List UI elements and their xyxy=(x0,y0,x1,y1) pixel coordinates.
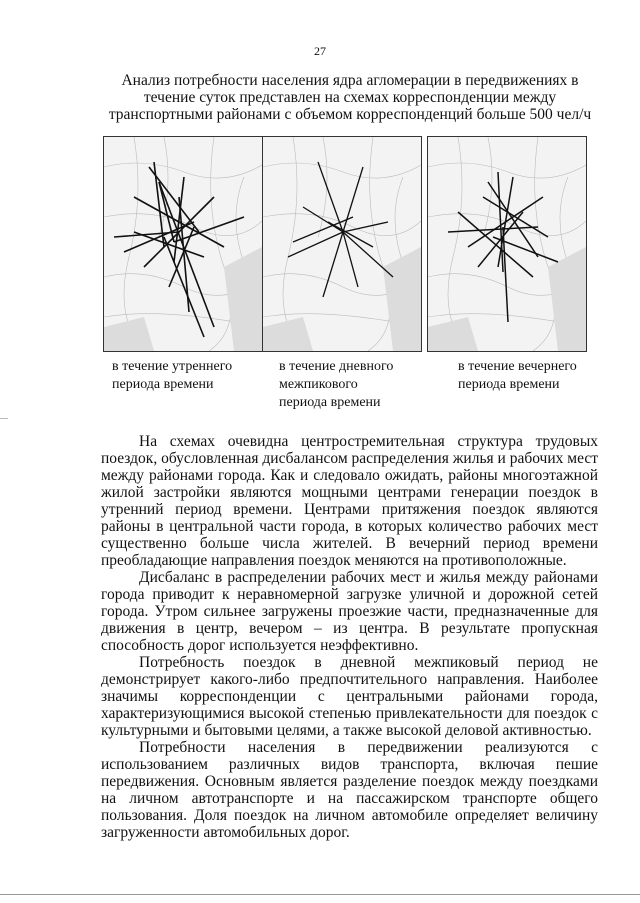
caption-evening xyxy=(458,358,608,394)
paragraph: На схемах очевидна центростремительная структура трудовых поездок, обусловленная дисбалансом распределения жилья и рабочих мест между районами города. Как и следовало ожидать, районы многоэтажной жилой застройки являются мощными центрами генерации поездок в утренний период времени. Центрами притяжения поездок являются районы в центральной части города, в которых количество рабочих мест существенно больше числа жителей. В вечерний период времени преобладающие направления поездок меняются на противоположные. xyxy=(101,433,598,569)
caption-line: в течение вечернего xyxy=(458,359,577,374)
paragraph: Дисбаланс в распределении рабочих мест и жилья между районами города приводит к неравномерной загрузке уличной и дорожной сетей города. Утром сильнее загружены проезжие части, предназначенные для движения в центр, вечером – из центра. В результате пропускная способность дорог используется неэффективно. xyxy=(101,569,598,654)
map-morning xyxy=(103,136,263,352)
page-number: 27 xyxy=(314,44,326,58)
map-evening xyxy=(427,136,587,352)
map-daytime-drawing xyxy=(263,137,421,351)
left-margin-tick xyxy=(0,418,8,419)
intro-heading xyxy=(100,72,600,123)
caption-line: периода времени xyxy=(279,395,381,410)
caption-line: межпикового xyxy=(279,377,358,392)
bottom-rule xyxy=(0,894,640,895)
intro-line: течение суток представлен на схемах корреспонденции между xyxy=(143,89,557,106)
caption-line: периода времени xyxy=(112,377,214,392)
caption-morning xyxy=(112,358,262,394)
map-morning-drawing xyxy=(104,137,262,351)
body-text xyxy=(101,433,598,841)
intro-line: транспортными районами с объемом корреспонденций больше 500 чел/ч xyxy=(108,106,592,123)
map-daytime xyxy=(262,136,422,352)
caption-line: в течение дневного xyxy=(279,359,394,374)
paragraph: Потребность поездок в дневной межпиковый период не демонстрирует какого-либо предпочтительного направления. Наиболее значимы корреспонденции с центральными районами города, характеризующимися высокой степенью привлекательности для поездок с культурными и бытовыми целями, а также высокой деловой активностью. xyxy=(101,654,598,739)
intro-line: Анализ потребности населения ядра агломерации в передвижениях в xyxy=(121,72,579,89)
map-evening-drawing xyxy=(428,137,586,351)
correspondence-maps xyxy=(0,136,640,356)
caption-daytime xyxy=(279,358,429,412)
caption-line: в течение утреннего xyxy=(112,359,233,374)
paragraph: Потребности населения в передвижении реализуются с использованием различных видов транспорта, включая пешие передвижения. Основным является разделение поездок между поездками на личном автотранспорте и на пассажирском транспорте общего пользования. Доля поездок на личном автомобиле определяет величину загруженности автомобильных дорог. xyxy=(101,739,598,841)
caption-line: периода времени xyxy=(458,377,560,392)
